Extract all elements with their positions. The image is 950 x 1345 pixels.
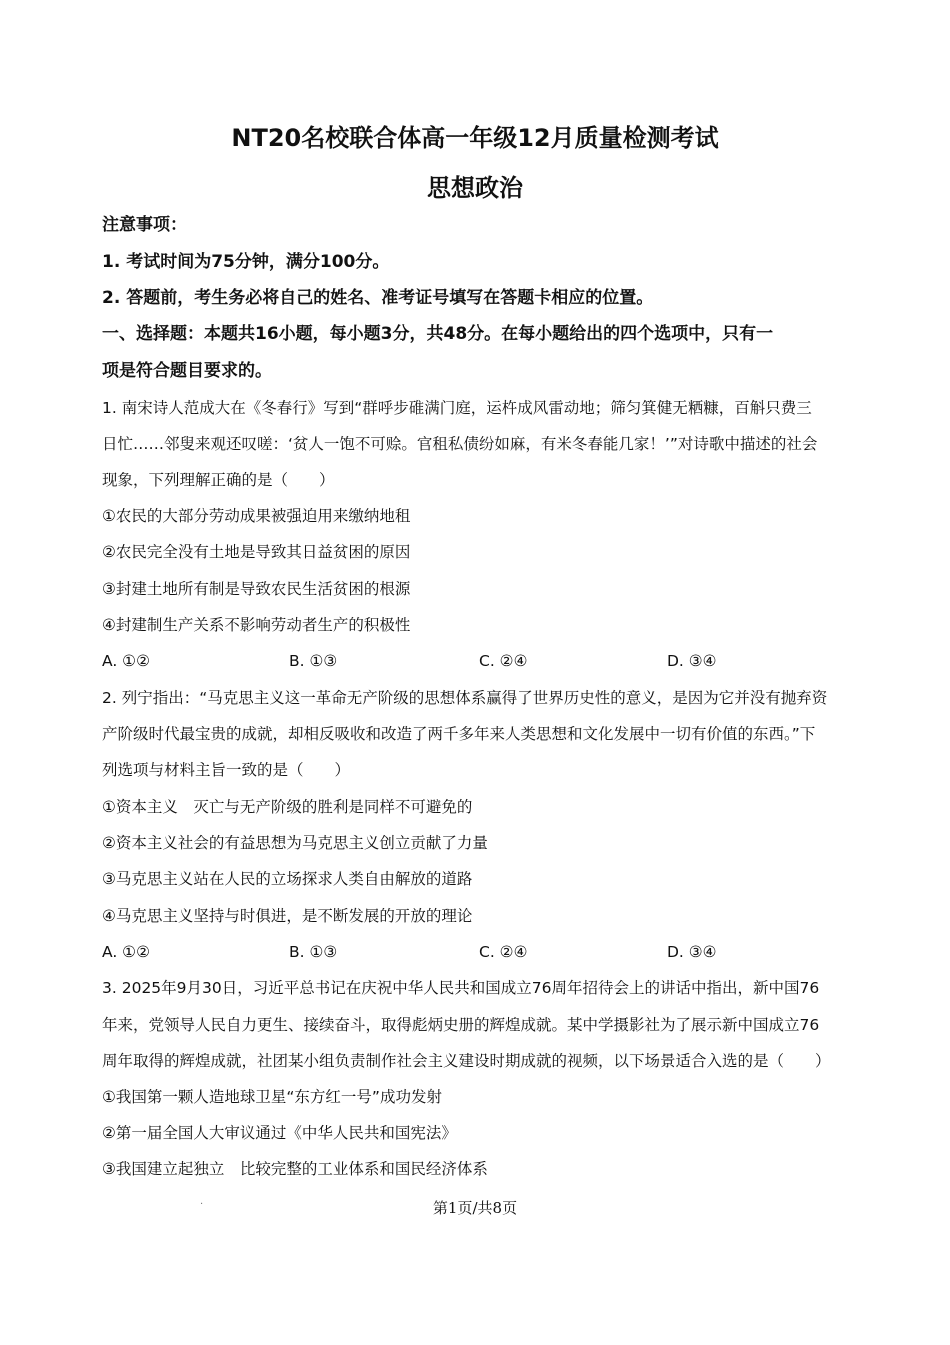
q2-statement-2: ②资本主义社会的有益思想为马克思主义创立贡献了力量 bbox=[102, 834, 488, 852]
section-instruction-line-1: 一、选择题：本题共16小题，每小题3分，共48分。在每小题给出的四个选项中，只有一 bbox=[102, 324, 774, 344]
q1-option-a: A. ①② bbox=[102, 652, 150, 670]
q1-option-d: D. ③④ bbox=[667, 652, 717, 670]
q1-stem-line-2: 日忙……邻叟来观还叹嗟：‘贫人一饱不可赊。官租私债纷如麻，有米冬春能几家！’”对诗歌中描述的社会 bbox=[102, 435, 818, 453]
q1-statement-4: ④封建制生产关系不影响劳动者生产的积极性 bbox=[102, 616, 411, 634]
q2-stem-line-2: 产阶级时代最宝贵的成就，却相反吸收和改造了两千多年来人类思想和文化发展中一切有价值的东西。”下 bbox=[102, 725, 816, 743]
q1-stem-line-3: 现象，下列理解正确的是（ ） bbox=[102, 471, 335, 489]
exam-subject: 思想政治 bbox=[427, 174, 523, 202]
notice-heading: 注意事项： bbox=[102, 215, 187, 235]
notice-item-1: 1. 考试时间为75分钟，满分100分。 bbox=[102, 252, 390, 272]
q1-option-b: B. ①③ bbox=[289, 652, 338, 670]
q3-statement-3: ③我国建立起独立 比较完整的工业体系和国民经济体系 bbox=[102, 1160, 488, 1178]
section-instruction-line-2: 项是符合题目要求的。 bbox=[102, 361, 272, 381]
q3-stem-line-1: 3. 2025年9月30日，习近平总书记在庆祝中华人民共和国成立76周年招待会上的讲话中指出，新中国76 bbox=[102, 979, 820, 997]
q2-statement-1: ①资本主义 灭亡与无产阶级的胜利是同样不可避免的 bbox=[102, 798, 473, 816]
q1-stem-line-1: 1. 南宋诗人范成大在《冬春行》写到“群呼步碓满门庭，运杵成风雷动地；筛匀箕健无粞糠，百斛只费三 bbox=[102, 399, 812, 417]
q3-stem-line-2: 年来，党领导人民自力更生、接续奋斗，取得彪炳史册的辉煌成就。某中学摄影社为了展示新中国成立76 bbox=[102, 1016, 820, 1034]
q3-statement-2: ②第一届全国人大审议通过《中华人民共和国宪法》 bbox=[102, 1124, 457, 1142]
q1-statement-2: ②农民完全没有土地是导致其日益贫困的原因 bbox=[102, 543, 411, 561]
q2-statement-4: ④马克思主义坚持与时俱进，是不断发展的开放的理论 bbox=[102, 907, 473, 925]
q2-option-c: C. ②④ bbox=[479, 943, 528, 961]
q2-stem-line-1: 2. 列宁指出：“马克思主义这一革命无产阶级的思想体系赢得了世界历史性的意义，是因为它并没有抛弃资 bbox=[102, 689, 828, 707]
q3-statement-1: ①我国第一颗人造地球卫星“东方红一号”成功发射 bbox=[102, 1088, 442, 1106]
notice-item-2: 2. 答题前，考生务必将自己的姓名、准考证号填写在答题卡相应的位置。 bbox=[102, 288, 654, 308]
q1-option-c: C. ②④ bbox=[479, 652, 528, 670]
q2-option-b: B. ①③ bbox=[289, 943, 338, 961]
stray-mark: · bbox=[200, 1199, 204, 1210]
q1-statement-1: ①农民的大部分劳动成果被强迫用来缴纳地租 bbox=[102, 507, 411, 525]
q1-statement-3: ③封建土地所有制是导致农民生活贫困的根源 bbox=[102, 580, 411, 598]
q2-option-d: D. ③④ bbox=[667, 943, 717, 961]
q2-stem-line-3: 列选项与材料主旨一致的是（ ） bbox=[102, 761, 351, 779]
exam-title: NT20名校联合体高一年级12月质量检测考试 bbox=[231, 124, 719, 152]
q3-stem-line-3: 周年取得的辉煌成就，社团某小组负责制作社会主义建设时期成就的视频，以下场景适合入选的是（ ） bbox=[102, 1052, 831, 1070]
page-number: 第1页/共8页 bbox=[432, 1199, 518, 1217]
q2-statement-3: ③马克思主义站在人民的立场探求人类自由解放的道路 bbox=[102, 870, 473, 888]
q2-option-a: A. ①② bbox=[102, 943, 150, 961]
